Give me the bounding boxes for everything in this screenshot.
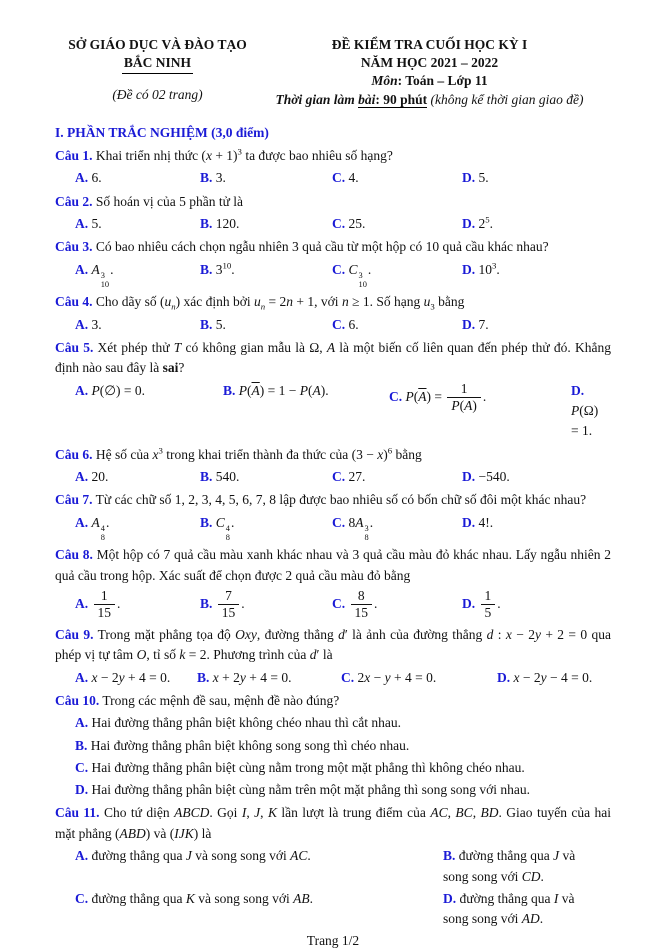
q6-option-B: B. 540.	[200, 469, 240, 485]
q1-option-B: B. 3.	[200, 170, 226, 186]
question-7-options	[55, 512, 611, 543]
q4-option-C: C. 6.	[332, 316, 359, 332]
q8-option-B-letter: B.	[200, 596, 213, 612]
q10-option-A: A. Hai đường thẳng phân biệt không chéo nhau thì cắt nhau.	[75, 715, 402, 731]
q3-option-B-letter: B.	[200, 261, 213, 277]
q10-option-C: C. Hai đường thẳng phân biệt cùng nằm trong một mặt phẳng thì không chéo nhau.	[75, 759, 525, 775]
q7-option-A: A. A 4 8 .	[75, 514, 110, 543]
question-2	[55, 192, 611, 236]
question-3-label: Câu 3.	[55, 239, 93, 255]
header-left	[55, 36, 260, 105]
question-11-label: Câu 11.	[55, 805, 100, 821]
q2-option-D: D. $2^5$.	[462, 214, 494, 232]
q6-option-C: C. 27.	[332, 469, 366, 485]
q9-option-A: A. x − 2y + 4 = 0.	[75, 669, 171, 685]
question-4	[55, 292, 611, 336]
question-10-options	[55, 712, 611, 801]
subject-line	[248, 72, 611, 90]
subject-value: : Toán – Lớp 11	[397, 73, 488, 89]
question-1-text: Câu 1. Khai triển nhị thức $(x + 1)^3$ ta được bao nhiêu số hạng?	[55, 146, 393, 163]
question-5-text: Câu 5. Xét phép thử T có không gian mẫu là Ω, A là một biến cố liên quan đến phép thử đó. Khẳng định nào sau đây là sai?	[55, 339, 611, 376]
question-4-options	[55, 314, 611, 336]
duration-value: : 90 phút	[375, 91, 428, 107]
q11-option-B: B. đường thẳng qua J và song song với CD.	[443, 848, 576, 884]
q4-option-D: D. 7.	[462, 316, 489, 332]
q3-option-C-letter: C.	[332, 261, 346, 277]
q2-option-C: C. 25.	[332, 216, 366, 232]
q5-option-A: A. P(∅) = 0.	[75, 382, 145, 398]
q11-option-C-letter: C.	[75, 890, 89, 906]
question-11	[55, 803, 611, 930]
duration-label-underlined: bài	[358, 91, 376, 107]
exam-title: ĐỀ KIỂM TRA CUỐI HỌC KỲ I	[331, 37, 528, 52]
question-6-text: Câu 6. Hệ số của $x^3$ trong khai triển thành đa thức của $(3 - x)^6$ bằng	[55, 445, 422, 462]
q6-option-A: A. 20.	[75, 469, 109, 485]
q2-option-D-letter: D.	[462, 216, 476, 232]
q5-option-D-letter: D.	[571, 382, 585, 398]
q3-option-D: D. $10^3$.	[462, 260, 500, 277]
question-8-text: Câu 8. Một hộp có 7 quả cầu màu xanh khác nhau và 3 quả cầu màu đỏ khác nhau. Lấy ngẫu nhiên 2 quả cầu trong hộp. Xác suất để chọn được 2 quả cầu màu đỏ bằng	[55, 547, 611, 583]
question-1-label: Câu 1.	[55, 147, 93, 163]
q7-option-B-letter: B.	[200, 514, 213, 530]
question-4-text: Câu 4. Cho dãy số $(u_n)$ xác định bởi $u_n = 2n + 1$, với n ≥ 1. Số hạng $u_3$ bằng	[55, 294, 465, 312]
question-2-options	[55, 213, 611, 235]
q3-option-D-letter: D.	[462, 261, 476, 277]
question-8	[55, 545, 611, 622]
question-2-text: Câu 2. Số hoán vị của 5 phần tử là	[55, 193, 244, 209]
question-9-text: Câu 9. Trong mặt phẳng tọa độ Oxy, đường thẳng d′ là ảnh của đường thẳng d : x − 2y + 2 = 0 qua phép vị tự tâm O, tỉ số k = 2. Phương trình của d′ là	[55, 626, 611, 663]
q3-option-B: B. $3^{10}$.	[200, 260, 235, 277]
q10-option-D: D. Hai đường thẳng phân biệt cùng nằm trên một mặt phẳng thì song song với nhau.	[75, 782, 531, 798]
q8-option-B: B. $\frac{7}{15}$ .	[200, 588, 245, 621]
question-6-options	[55, 466, 611, 488]
q8-option-A-letter: A.	[75, 596, 89, 612]
question-3-text: Câu 3. Có bao nhiêu cách chọn ngẫu nhiên 3 quả cầu từ một hộp có 10 quả cầu khác nhau?	[55, 239, 549, 255]
page-count-note: (Đề có 02 trang)	[112, 87, 203, 103]
q6-option-B-letter: B.	[200, 469, 213, 485]
q4-option-A-letter: A.	[75, 316, 89, 332]
q4-option-B-letter: B.	[200, 316, 213, 332]
q1-option-C-letter: C.	[332, 170, 346, 186]
question-8-options	[55, 587, 611, 622]
q1-option-A: A. 6.	[75, 170, 102, 186]
q2-option-B: B. 120.	[200, 216, 240, 232]
question-10-text: Câu 10. Trong các mệnh đề sau, mệnh đề nào đúng?	[55, 692, 340, 708]
q11-option-C: C. đường thẳng qua K và song song với AB.	[75, 890, 313, 906]
question-9-options	[55, 667, 611, 689]
q10-option-A-letter: A.	[75, 715, 89, 731]
q11-option-B-letter: B.	[443, 848, 456, 864]
q4-option-D-letter: D.	[462, 316, 476, 332]
q4-option-B: B. 5.	[200, 316, 226, 332]
page-header	[55, 36, 611, 109]
org-unit: BẮC NINH	[122, 54, 193, 74]
q8-option-D-letter: D.	[462, 596, 476, 612]
school-year: NĂM HỌC 2021 – 2022	[360, 55, 499, 71]
q7-option-A-letter: A.	[75, 514, 89, 530]
section-title: I. PHẦN TRẮC NGHIỆM (3,0 điểm)	[55, 124, 269, 140]
question-7-label: Câu 7.	[55, 492, 93, 508]
question-10	[55, 691, 611, 802]
q11-option-D-letter: D.	[443, 890, 457, 906]
q7-option-C: C. 8A 3 8 .	[332, 514, 374, 543]
q1-option-C: C. 4.	[332, 170, 359, 186]
q3-option-A-letter: A.	[75, 261, 89, 277]
q7-option-B: B. C 4 8 .	[200, 514, 235, 543]
q7-option-C-letter: C.	[332, 514, 346, 530]
question-11-options	[55, 845, 611, 930]
q10-option-B-letter: B.	[75, 737, 88, 753]
question-7	[55, 490, 611, 543]
q2-option-B-letter: B.	[200, 216, 213, 232]
q10-option-B: B. Hai đường thẳng phân biệt không song song thì chéo nhau.	[75, 737, 410, 753]
question-9-label: Câu 9.	[55, 626, 94, 642]
q9-option-C-letter: C.	[341, 669, 355, 685]
duration-note: (không kể thời gian giao đề)	[427, 91, 584, 107]
q2-option-A-letter: A.	[75, 216, 89, 232]
q8-option-C: C. $\frac{8}{15}$ .	[332, 588, 378, 621]
q6-option-C-letter: C.	[332, 469, 346, 485]
question-5	[55, 338, 611, 443]
q1-option-D: D. 5.	[462, 170, 489, 186]
question-8-label: Câu 8.	[55, 547, 93, 563]
q3-option-A: A. A 3 10 .	[75, 261, 114, 290]
question-1-options	[55, 167, 611, 189]
q4-option-A: A. 3.	[75, 316, 102, 332]
question-9	[55, 625, 611, 689]
subject-label: Môn	[371, 73, 398, 89]
q6-option-D: D. −540.	[462, 469, 510, 485]
q11-option-A: A. đường thẳng qua J và song song với AC.	[75, 848, 311, 864]
question-1	[55, 146, 611, 190]
q10-option-D-letter: D.	[75, 782, 89, 798]
question-7-text: Câu 7. Từ các chữ số 1, 2, 3, 4, 5, 6, 7, 8 lập được bao nhiêu số có bốn chữ số đôi một khác nhau?	[55, 492, 587, 508]
q9-option-C: C. 2x − y + 4 = 0.	[341, 669, 437, 685]
duration-line	[248, 91, 611, 109]
q9-option-B: B. x + 2y + 4 = 0.	[197, 669, 292, 685]
q11-option-A-letter: A.	[75, 848, 89, 864]
question-11-text: Câu 11. Cho tứ diện ABCD. Gọi I, J, K lần lượt là trung điểm của AC, BC, BD. Giao tuyến của hai mặt phẳng (ABD) và (IJK) là	[55, 805, 612, 841]
page-number: Trang 1/2	[306, 933, 360, 949]
q1-option-D-letter: D.	[462, 170, 476, 186]
question-6	[55, 445, 611, 489]
question-3-options	[55, 259, 611, 290]
q7-option-D: D. 4!.	[462, 514, 494, 530]
q6-option-A-letter: A.	[75, 469, 89, 485]
question-2-label: Câu 2.	[55, 193, 93, 209]
q5-option-A-letter: A.	[75, 382, 89, 398]
question-10-label: Câu 10.	[55, 692, 100, 708]
q2-option-C-letter: C.	[332, 216, 346, 232]
q5-option-C: C. $P(\overline{A})$ = $\frac{1}{P(A)}$ .	[389, 380, 487, 414]
q5-option-B: B. $P(\overline{A}) = 1 - P(A)$.	[223, 382, 329, 398]
q9-option-D-letter: D.	[497, 669, 511, 685]
org-name: SỞ GIÁO DỤC VÀ ĐÀO TẠO	[68, 37, 247, 52]
q1-option-A-letter: A.	[75, 170, 89, 186]
question-5-options	[55, 380, 611, 443]
q9-option-D: D. x − 2y − 4 = 0.	[497, 669, 593, 685]
q10-option-C-letter: C.	[75, 759, 89, 775]
q11-option-D: D. đường thẳng qua I và song song với AD.	[443, 890, 575, 927]
question-6-label: Câu 6.	[55, 446, 93, 462]
q3-option-C: C. C 3 10 .	[332, 261, 372, 290]
q9-option-A-letter: A.	[75, 669, 89, 685]
q8-option-A: A. $\frac{1}{15}$ .	[75, 588, 121, 621]
q8-option-C-letter: C.	[332, 596, 346, 612]
questions	[55, 146, 611, 931]
q4-option-C-letter: C.	[332, 316, 346, 332]
q9-option-B-letter: B.	[197, 669, 210, 685]
question-4-label: Câu 4.	[55, 294, 93, 310]
q7-option-D-letter: D.	[462, 514, 476, 530]
q2-option-A: A. 5.	[75, 216, 102, 232]
duration-label: Thời gian làm	[275, 91, 359, 107]
q5-option-C-letter: C.	[389, 388, 403, 404]
q5-option-B-letter: B.	[223, 382, 236, 398]
header-right	[248, 36, 611, 109]
q5-option-D: D. P(Ω) = 1.	[571, 382, 599, 439]
q6-option-D-letter: D.	[462, 469, 476, 485]
question-5-label: Câu 5.	[55, 339, 94, 355]
q1-option-B-letter: B.	[200, 170, 213, 186]
question-3	[55, 237, 611, 290]
q8-option-D: D. $\frac{1}{5}$ .	[462, 588, 501, 621]
